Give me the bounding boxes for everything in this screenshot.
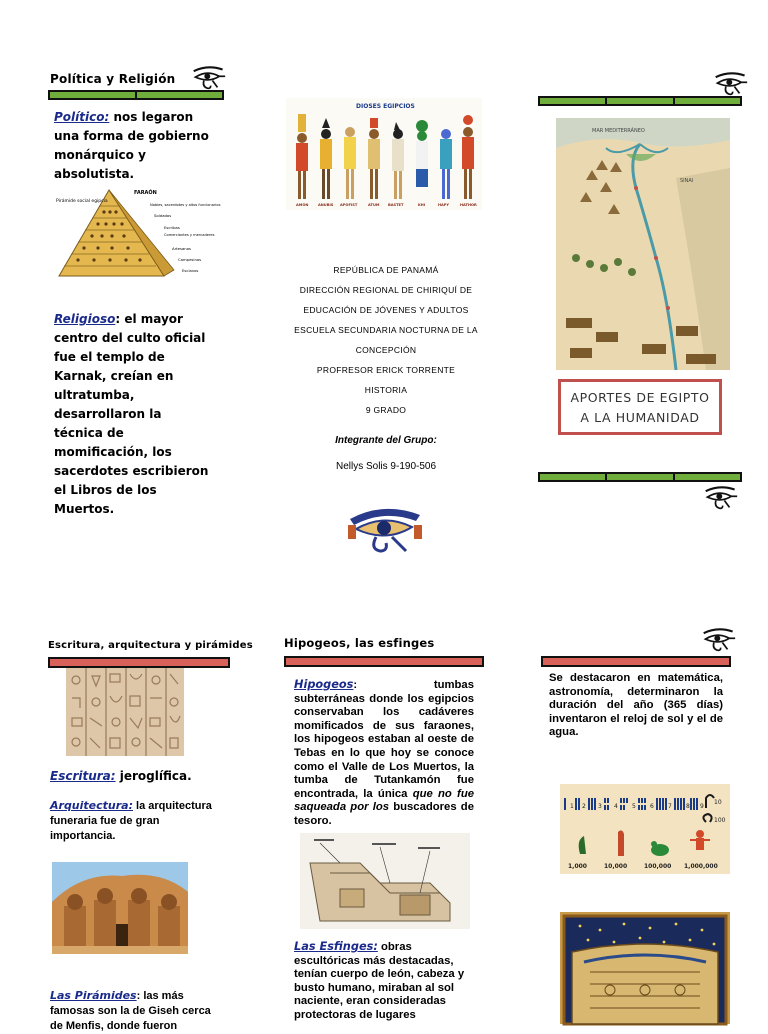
- god-label-5: BASTET: [388, 203, 404, 207]
- pyramid-level-4: Comerciantes y mercaderes: [164, 233, 215, 237]
- egyptian-gods-image: [286, 98, 482, 210]
- pyramid-level-6: Campesinos: [178, 257, 202, 262]
- svg-text:6: 6: [650, 803, 654, 810]
- piramides-paragraph: [50, 988, 226, 1032]
- school-line-5: CONCEPCIÓN: [355, 345, 417, 355]
- red-divider-bar: [284, 656, 484, 667]
- red-divider-bar: [541, 656, 731, 667]
- green-divider-bar: [538, 96, 742, 106]
- hipogeos-end: buscadores de tesoro.: [294, 801, 474, 827]
- pyramid-level-1: Nobles, sacerdotes y altos funcionarios: [150, 203, 221, 207]
- school-line-1: REPÚBLICA DE PANAMÁ: [333, 265, 439, 275]
- god-label-2: ANUBIS: [318, 203, 334, 207]
- svg-text:3: 3: [598, 803, 602, 810]
- politico-label: Político:: [54, 110, 110, 124]
- eye-of-horus-amulet-image: [346, 505, 424, 553]
- pyramid-level-5: Artesanos: [172, 246, 191, 251]
- map-sea-label: MAR MEDITERRÁNEO: [592, 128, 645, 134]
- escritura-text: jeroglífica.: [115, 769, 192, 783]
- svg-text:8: 8: [686, 803, 690, 810]
- svg-text:100: 100: [714, 817, 726, 824]
- panel5-title: Hipogeos, las esfinges: [284, 636, 435, 650]
- god-label-1: AMÓN: [296, 203, 309, 207]
- pyramid-level-7: Esclavos: [182, 268, 199, 273]
- green-divider-bar: [48, 90, 224, 100]
- escritura-paragraph: [50, 767, 192, 786]
- cover-title-box: [558, 379, 722, 435]
- religioso-paragraph: [54, 310, 214, 519]
- god-label-6: KHI: [418, 203, 426, 207]
- numeral-100000: 100,000: [644, 863, 672, 870]
- escritura-label: Escritura:: [50, 769, 116, 783]
- svg-text:2: 2: [582, 803, 586, 810]
- religioso-text: : el mayor centro del culto oficial fue el templo de Karnak, creían en ultratumba, desarrollaron la técnica de momificación, los sacerdotes escribieron el Libros de los Muertos.: [54, 312, 209, 516]
- hipogeos-label: Hipogeos: [294, 678, 354, 691]
- numeral-1000: 1,000: [568, 863, 587, 870]
- tomb-diagram-image: [300, 833, 470, 929]
- school-line-7: HISTORIA: [364, 385, 408, 395]
- school-line-6: PROFRESOR ERICK TORRENTE: [316, 365, 456, 375]
- god-label-4: ATUM: [368, 203, 380, 207]
- piramides-label: Las Pirámides: [50, 989, 137, 1002]
- politico-paragraph: [54, 108, 214, 184]
- svg-text:1: 1: [570, 803, 574, 810]
- eye-of-horus-icon: [714, 72, 748, 96]
- arquitectura-paragraph: [50, 798, 220, 844]
- piramides-text: : las más famosas son la de Giseh cerca de Menfis, donde fueron: [50, 990, 211, 1032]
- panel4-title: Escritura, arquitectura y pirámides: [48, 640, 253, 651]
- green-divider-bar: [538, 472, 742, 482]
- numeral-1000000: 1,000,000: [684, 863, 718, 870]
- map-region-label: SINAI: [680, 178, 694, 184]
- esfinges-text: obras escultóricas más destacadas, tenían cuerpo de león, cabeza y busto humano, miraban al sol naciente, eran consideradas protectoras de lugares: [294, 941, 465, 1021]
- arquitectura-text: la arquitectura funeraria fue de gran importancia.: [50, 800, 212, 842]
- religioso-label: Religioso: [54, 312, 116, 326]
- school-line-4: ESCUELA SECUNDARIA NOCTURNA DE LA: [294, 325, 478, 335]
- pyramid-level-3: Escribas: [164, 225, 180, 230]
- svg-text:7: 7: [668, 803, 672, 810]
- panel1-title: Política y Religión: [50, 72, 176, 86]
- group-member: Nellys Solis 9-190-506: [335, 461, 437, 472]
- cover-title-line-2: A LA HUMANIDAD: [580, 410, 700, 425]
- school-line-8: 9 GRADO: [365, 405, 407, 415]
- school-line-2: DIRECCIÓN REGIONAL DE CHIRIQUÍ DE: [299, 285, 473, 295]
- astronomy-papyrus-image: [560, 912, 730, 1024]
- hipogeos-italic: que no fue saqueada por los: [294, 787, 475, 814]
- pyramid-level-2: Soldados: [154, 213, 172, 218]
- group-label: Integrante del Grupo:: [335, 435, 437, 446]
- numeral-10000: 10,000: [604, 863, 628, 870]
- red-divider-bar: [48, 657, 230, 668]
- arquitectura-label: Arquitectura:: [50, 799, 133, 812]
- science-paragraph: Se destacaron en matemática, astronomía, determinaron la duración del año (365 días) inventaron el reloj de sol y el de agua.: [549, 672, 723, 739]
- school-line-3: EDUCACIÓN DE JÓVENES Y ADULTOS: [303, 305, 469, 315]
- esfinges-paragraph: [294, 940, 480, 1024]
- cover-title-line-1: APORTES DE EGIPTO: [570, 390, 710, 405]
- svg-text:4: 4: [614, 803, 618, 810]
- eye-of-horus-icon: [192, 66, 226, 90]
- abu-simbel-image: [52, 862, 188, 954]
- eye-of-horus-icon: [704, 486, 738, 510]
- pyramid-left-label: Pirámide social egipcia: [56, 199, 108, 204]
- god-label-3: APOFIST: [340, 203, 358, 207]
- eye-of-horus-icon: [702, 628, 736, 652]
- hieroglyphs-image: [66, 668, 184, 756]
- hipogeos-paragraph: [294, 678, 474, 829]
- school-info: [282, 260, 490, 420]
- gods-title: DIOSES EGIPCIOS: [356, 103, 415, 110]
- politico-text: nos legaron una forma de gobierno monárquico y absolutista.: [54, 110, 209, 181]
- esfinges-label: Las Esfinges:: [294, 940, 378, 953]
- hipogeos-text: : tumbas subterráneas donde los egipcios conservaban los cadáveres momificados de sus faraones, los hipogeos estaban al oeste de Tebas en lo que hoy se conoce como el Valle de Los Muertos, la tumba de Tutankamón fue encontrada, la única: [294, 679, 474, 800]
- svg-text:9: 9: [700, 803, 704, 810]
- svg-text:10: 10: [714, 799, 722, 806]
- pyramid-top-label: FARAÓN: [134, 190, 157, 196]
- god-label-8: HATHOR: [460, 203, 477, 207]
- egyptian-numerals-image: [560, 784, 730, 874]
- god-label-7: HAPY: [438, 203, 450, 207]
- social-pyramid-image: [54, 186, 221, 280]
- svg-text:5: 5: [632, 803, 636, 810]
- egypt-map-image: [556, 118, 730, 370]
